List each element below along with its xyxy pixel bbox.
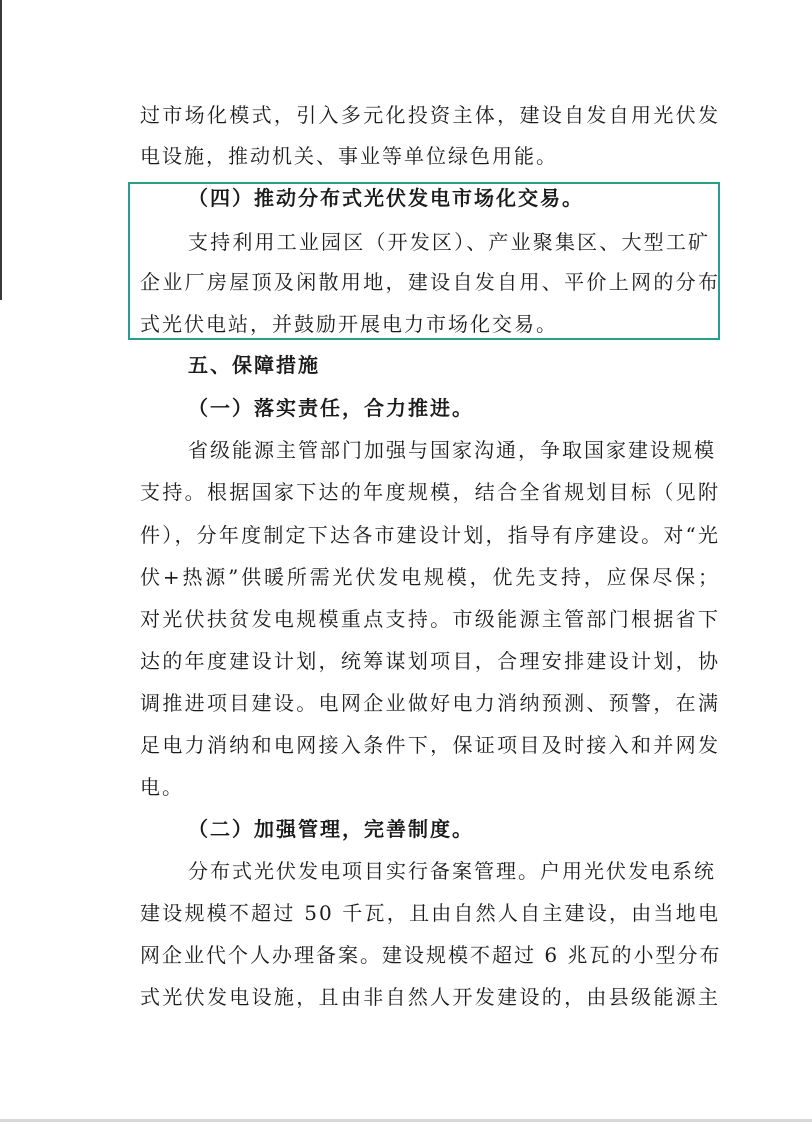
paragraph-line: 调推进项目建设。电网企业做好电力消纳预测、预警，在满	[140, 691, 720, 715]
paragraph-line: 支持利用工业园区（开发区）、产业聚集区、大型工矿	[188, 230, 710, 254]
chapter-heading: 五、保障措施	[188, 353, 320, 377]
paragraph-line: 式光伏发电设施，且由非自然人开发建设的，由县级能源主	[140, 985, 720, 1009]
paragraph-line: 伏+热源”供暖所需光伏发电规模，优先支持，应保尽保；	[140, 565, 720, 589]
paragraph-line: 足电力消纳和电网接入条件下，保证项目及时接入和并网发	[140, 733, 720, 757]
paragraph-line: 网企业代个人办理备案。建设规模不超过 6 兆瓦的小型分布	[140, 943, 722, 967]
paragraph-line: 支持。根据国家下达的年度规模，结合全省规划目标（见附	[140, 480, 720, 504]
paragraph-line: 电。	[140, 775, 184, 799]
paragraph-line: 达的年度建设计划，统筹谋划项目，合理安排建设计划，协	[140, 649, 720, 673]
paragraph-line: 建设规模不超过 50 千瓦，且由自然人自主建设，由当地电	[140, 901, 720, 925]
paragraph-line: 对光伏扶贫发电规模重点支持。市级能源主管部门根据省下	[140, 607, 720, 631]
section-heading-1: （一）落实责任，合力推进。	[188, 396, 474, 420]
paragraph-line: 件），分年度制定下达各市建设计划，指导有序建设。对“光	[140, 523, 720, 547]
paragraph-line: 电设施，推动机关、事业等单位绿色用能。	[140, 144, 558, 168]
paragraph-line: 省级能源主管部门加强与国家沟通，争取国家建设规模	[188, 438, 716, 462]
paragraph-line: 式光伏电站，并鼓励开展电力市场化交易。	[140, 312, 558, 336]
scan-edge	[0, 0, 2, 300]
section-heading-4: （四）推动分布式光伏发电市场化交易。	[188, 186, 584, 210]
paragraph-line: 企业厂房屋顶及闲散用地，建设自发自用、平价上网的分布	[140, 270, 720, 294]
section-heading-2: （二）加强管理，完善制度。	[188, 817, 474, 841]
paragraph-line: 分布式光伏发电项目实行备案管理。户用光伏发电系统	[188, 859, 716, 883]
paragraph-line: 过市场化模式，引入多元化投资主体，建设自发自用光伏发	[140, 103, 720, 127]
